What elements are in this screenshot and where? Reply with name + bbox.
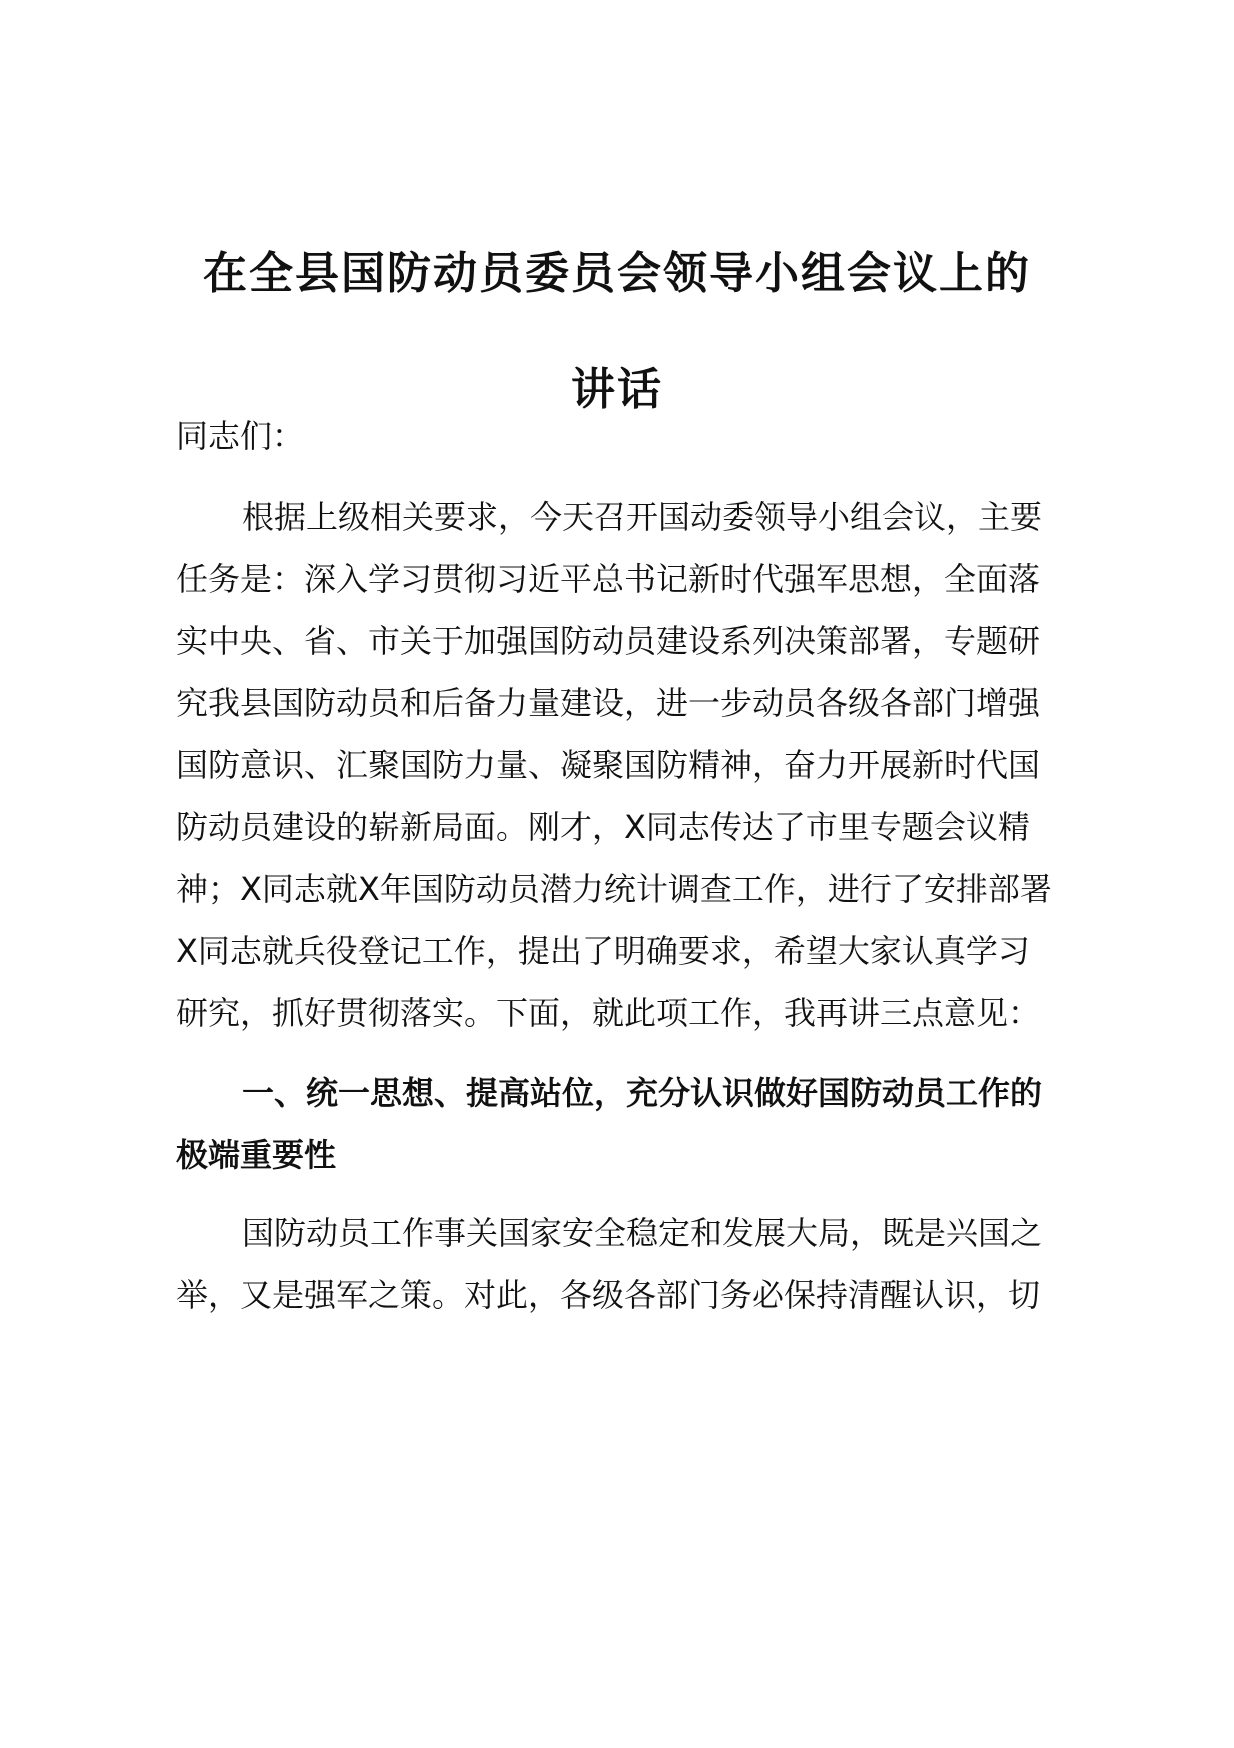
intro-line-3: 实中央、省、市关于加强国防动员建设系列决策部署，专题研 xyxy=(176,622,1041,660)
intro-line-9: 研究，抓好贯彻落实。下面，就此项工作，我再讲三点意见： xyxy=(176,994,1041,1032)
section-1-body-line-2: 举，又是强军之策。对此，各级各部门务必保持清醒认识，切 xyxy=(176,1276,1041,1314)
salutation: 同志们： xyxy=(176,417,305,455)
intro-line-4: 究我县国防动员和后备力量建设，进一步动员各级各部门增强 xyxy=(176,684,1041,722)
intro-line-1: 根据上级相关要求，今天召开国动委领导小组会议，主要 xyxy=(242,498,1043,536)
document-title-line-1: 在全县国防动员委员会领导小组会议上的 xyxy=(203,248,1031,299)
intro-line-6: 防动员建设的崭新局面。刚才，X同志传达了市里专题会议精 xyxy=(176,808,1030,846)
section-1-body-line-1: 国防动员工作事关国家安全稳定和发展大局，既是兴国之 xyxy=(242,1214,1043,1252)
intro-line-5: 国防意识、汇聚国防力量、凝聚国防精神，奋力开展新时代国 xyxy=(176,746,1041,784)
intro-line-7: 神；X同志就X年国防动员潜力统计调查工作，进行了安排部署 xyxy=(176,870,1052,908)
section-1-heading-line-1: 一、统一思想、提高站位，充分认识做好国防动员工作的 xyxy=(242,1074,1043,1112)
section-1-heading-line-2: 极端重要性 xyxy=(176,1136,337,1174)
document-title-line-2: 讲话 xyxy=(571,364,663,415)
intro-line-2: 任务是：深入学习贯彻习近平总书记新时代强军思想，全面落 xyxy=(176,560,1041,598)
intro-line-8: X同志就兵役登记工作，提出了明确要求，希望大家认真学习 xyxy=(176,932,1030,970)
